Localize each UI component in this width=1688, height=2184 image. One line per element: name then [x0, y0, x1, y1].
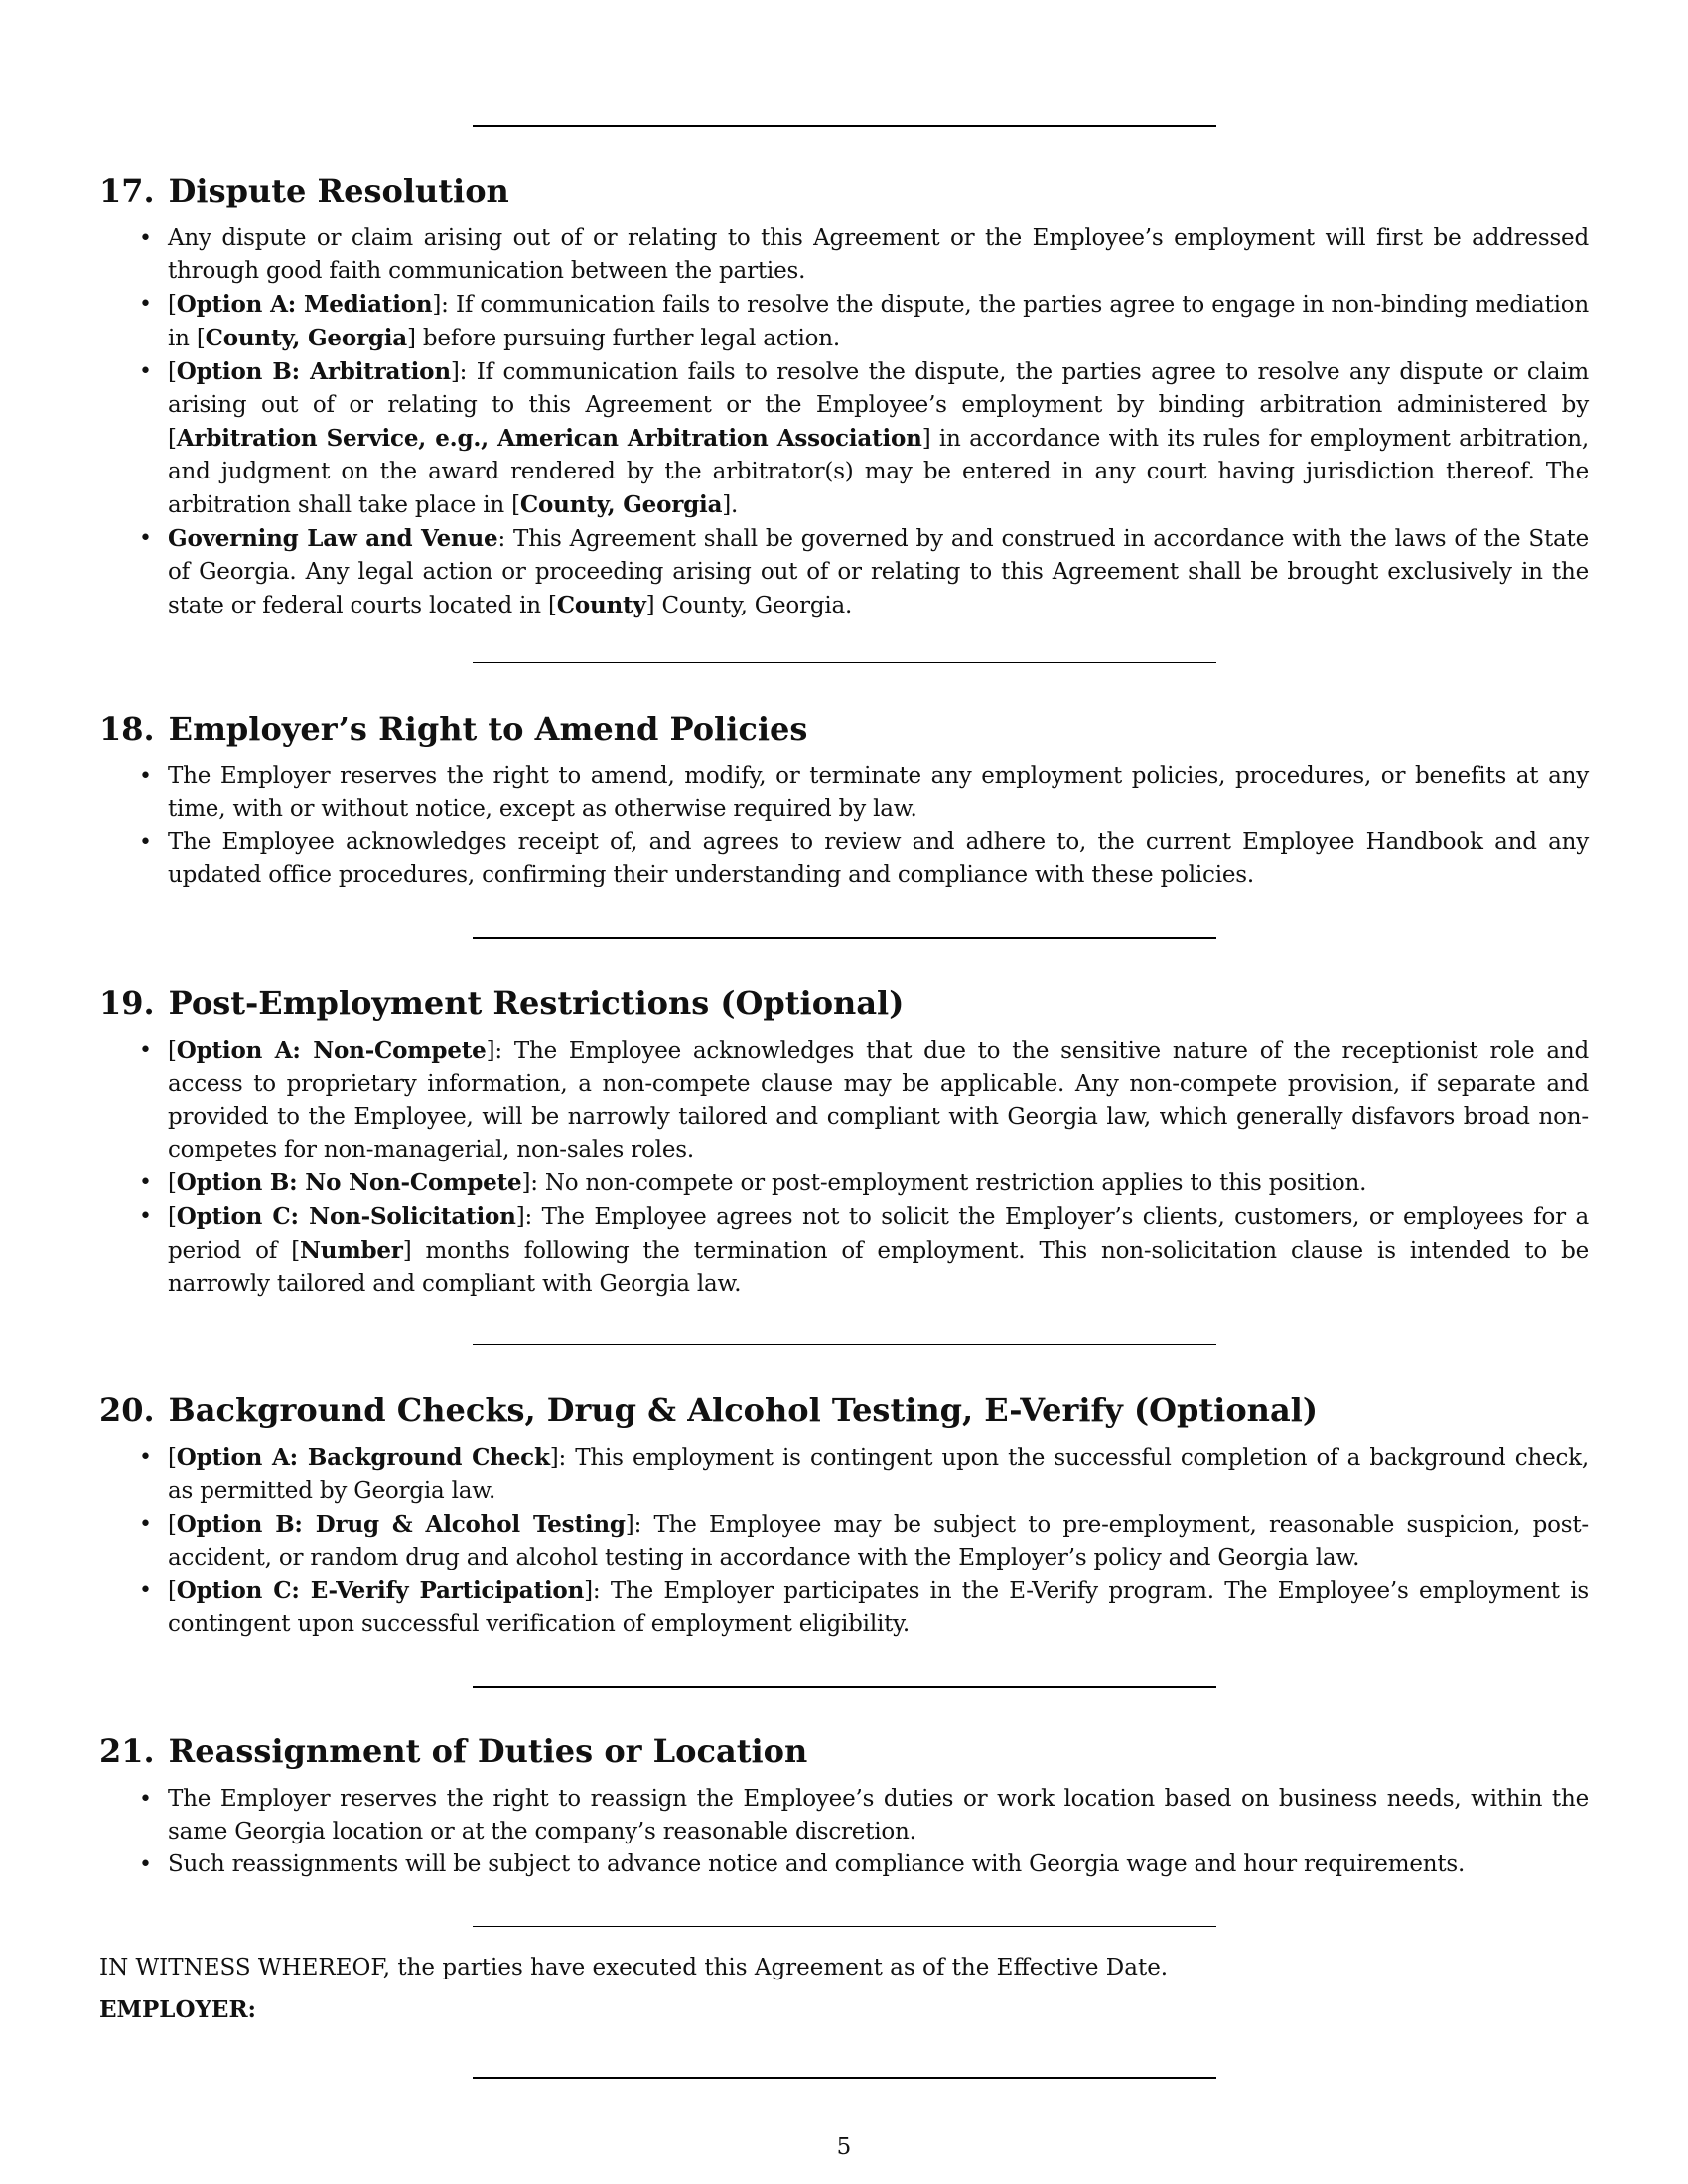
text-run: [: [168, 1204, 177, 1230]
text-run: : The Employee may be subject to pre-employment, reasonable suspicion, post-accident, or random drug and alcohol testing in accordance with the Employer’s policy and Georgia law.: [168, 1512, 1589, 1570]
text-run: : No non-compete or post-employment restriction applies to this position.: [530, 1170, 1367, 1196]
list-item: [168, 1574, 1589, 1641]
text-run: [: [168, 292, 177, 318]
text-run: ] months following the termination of employment. This non-solicitation clause is intended to be narrowly tailored and compliant with Georgia law.: [168, 1238, 1589, 1297]
section-20: [99, 1390, 1589, 1641]
bold-text: Option A: Mediation: [176, 291, 433, 318]
text-run: Such reassignments will be subject to advance notice and compliance with Georgia wage and hour requirements.: [168, 1851, 1466, 1877]
text-run: ].: [722, 492, 739, 518]
text-run: : This employment is contingent upon the successful completion of a background check, as permitted by Georgia law.: [168, 1445, 1590, 1504]
text-run: : The Employee agrees not to solicit the Employer’s clients, customers, or employees for a period of [: [168, 1204, 1590, 1264]
list-item: [168, 1200, 1589, 1300]
section-heading: [99, 709, 1589, 749]
text-run: [: [168, 359, 177, 385]
list-item: [168, 1441, 1589, 1508]
bold-text: County: [556, 592, 646, 618]
list-item: • Any dispute or claim arising out of or relating to this Agreement or the Employee’s employment will first be addressed through good faith communication between the parties.: [168, 222, 1589, 288]
section-heading: 17. Dispute Resolution: [99, 172, 509, 209]
list-item: [168, 522, 1589, 622]
section-divider: [473, 125, 1216, 127]
section-divider: [473, 1344, 1216, 1345]
bold-text: Option A: Background Check: [176, 1444, 550, 1471]
text-run: : If communication fails to resolve the dispute, the parties agree to resolve any dispute or claim arising out of or relating to this Agreement or the Employee’s employment by binding arbitration administered by [: [168, 359, 1589, 452]
text-run: [: [168, 1578, 177, 1604]
text-run: : The Employer participates in the E-Verify program. The Employee’s employment is contingent upon successful verification of employment eligibility.: [168, 1578, 1589, 1637]
text-run: : If communication fails to resolve the dispute, the parties agree to engage in non-binding mediation in [: [168, 292, 1589, 351]
text-run: ]: [549, 1445, 559, 1471]
section-19: [99, 983, 1589, 1300]
text-run: ]: [486, 1038, 495, 1064]
text-run: 19.: [99, 984, 155, 1022]
section-divider: [473, 1926, 1216, 1927]
bold-text: Option A: Non-Compete: [176, 1037, 487, 1064]
text-run: [: [168, 1038, 177, 1064]
signature-line: [473, 2077, 1216, 2079]
bold-text: Arbitration Service, e.g., American Arbitration Association: [176, 425, 922, 452]
bullet-list: [99, 1034, 1589, 1300]
list-item: [168, 1783, 1589, 1848]
text-run: 20.: [99, 1391, 155, 1429]
bold-text: Option B: No Non-Compete: [176, 1169, 522, 1196]
text-run: Employer’s Right to Amend Policies: [168, 710, 808, 748]
text-run: Background Checks, Drug & Alcohol Testing, E-Verify (Optional): [168, 1391, 1318, 1429]
list-item: [168, 1034, 1589, 1166]
section-21: [99, 1731, 1589, 1881]
text-run: Reassignment of Duties or Location: [168, 1732, 808, 1770]
list-item: [168, 288, 1589, 355]
text-run: [: [168, 1445, 177, 1471]
text-run: ]: [584, 1578, 593, 1604]
text-run: The Employer reserves the right to reassign the Employee’s duties or work location based on business needs, within the same Georgia location or at the company’s reasonable discretion.: [168, 1786, 1589, 1844]
text-run: [: [168, 1170, 177, 1196]
text-run: [: [168, 1512, 177, 1538]
bold-text: Governing Law and Venue: [168, 525, 498, 552]
list-item: [168, 355, 1589, 522]
list-item: [168, 826, 1589, 891]
witness-statement: IN WITNESS WHEREOF, the parties have executed this Agreement as of the Effective Date.: [99, 1955, 1169, 1980]
bold-text: County, Georgia: [519, 491, 723, 518]
text-run: The Employer reserves the right to amend, modify, or terminate any employment policies, procedures, or benefits at any time, with or without notice, except as otherwise required by law.: [168, 763, 1589, 822]
list-item: [168, 1508, 1589, 1574]
section-divider: [473, 662, 1216, 663]
text-run: ] before pursuing further legal action.: [407, 326, 840, 351]
text-run: : This Agreement shall be governed by and construed in accordance with the laws of the State of Georgia. Any legal action or proceeding arising out of or relating to this Agreement shall be brought exclusively in the state or federal courts located in [: [168, 526, 1589, 618]
bold-text: Number: [299, 1237, 403, 1264]
section-divider: [473, 937, 1216, 939]
bullet-list: [99, 1441, 1589, 1641]
bold-text: Option C: E-Verify Participation: [176, 1577, 585, 1604]
section-heading: [99, 1390, 1589, 1430]
section-heading: [99, 983, 1589, 1023]
page-number: 5: [836, 2134, 852, 2160]
text-run: ] County, Georgia.: [645, 593, 853, 618]
employer-label: EMPLOYER:: [99, 1996, 257, 2023]
section-18: [99, 709, 1589, 891]
bold-text: Option B: Arbitration: [176, 358, 451, 385]
bullet-list: [99, 760, 1589, 891]
bold-text: County, Georgia: [205, 325, 408, 351]
text-run: ]: [625, 1512, 634, 1538]
list-item: [168, 1848, 1589, 1881]
list-item: [168, 1166, 1589, 1200]
bold-text: Option C: Non-Solicitation: [176, 1203, 516, 1230]
text-run: ] in accordance with its rules for employment arbitration, and judgment on the award rendered by the arbitrator(s) may be entered in any court having jurisdiction thereof. The arbitration shall take place in [: [168, 426, 1589, 518]
text-run: : The Employee acknowledges that due to the sensitive nature of the receptionist role and access to proprietary information, a non-compete clause may be applicable. Any non-compete provision, if separate and provided to the Employee, will be narrowly tailored and compliant with Georgia law, which generally disfavors broad non-competes for non-managerial, non-sales roles.: [168, 1038, 1589, 1162]
text-run: ]: [432, 292, 442, 318]
text-run: Post-Employment Restrictions (Optional): [168, 984, 905, 1022]
text-run: 21.: [99, 1732, 155, 1770]
bold-text: Option B: Drug & Alcohol Testing: [176, 1511, 626, 1538]
text-run: 18.: [99, 710, 155, 748]
text-run: ]: [521, 1170, 531, 1196]
text-run: ]: [515, 1204, 525, 1230]
section-17: [99, 171, 1589, 622]
bullet-list: [99, 1783, 1589, 1881]
text-run: ]: [450, 359, 460, 385]
list-item: [168, 760, 1589, 826]
section-heading: [99, 1731, 1589, 1771]
section-divider: [473, 1686, 1216, 1688]
text-run: The Employee acknowledges receipt of, and agrees to review and adhere to, the current Employee Handbook and any updated office procedures, confirming their understanding and compliance with these policies.: [168, 829, 1589, 887]
bullet-list: [99, 222, 1589, 622]
